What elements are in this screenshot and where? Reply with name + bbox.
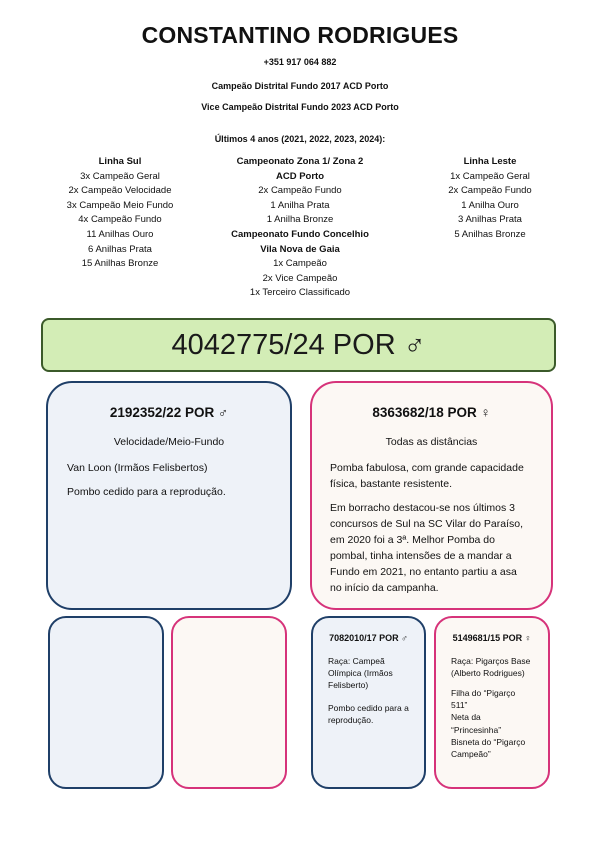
sire-card [46,381,292,610]
main-bird-ring: 4042775/24 POR [171,328,396,361]
title-distrital-2017: Campeão Distrital Fundo 2017 ACD Porto [211,81,389,91]
zona-heading: Campeonato Zona 1/ Zona 2 [236,156,364,167]
grand-dam-2-line: “Princesinha” [451,724,502,735]
male-icon: ♂ [401,633,408,643]
grand-sire-2-card [311,616,426,789]
grand-dam-2-line: Raça: Pigarços Base [451,656,531,666]
linha-sul-item: 11 Anilhas Ouro [86,228,154,240]
dam-description-line: Pomba fabulosa, com grande capacidade [330,462,524,474]
sire-note: Pombo cedido para a reprodução. [67,486,226,498]
sire-lineage: Van Loon (Irmãos Felisbertos) [67,462,208,474]
grand-sire-2-breed [328,655,393,692]
sire-ring-line [48,405,290,420]
linha-leste-item: 3 Anilhas Prata [458,214,522,226]
grand-dam-2-line: Campeão” [451,749,491,760]
female-icon: ♀ [524,633,532,643]
linha-leste-item: 2x Campeão Fundo [448,185,532,197]
grand-dam-2-line: Filha do “Pigarço [451,688,516,698]
linha-sul-heading: Linha Sul [98,156,142,167]
grand-sire-2-line: Olímpica (Irmãos [328,668,393,679]
sire-type: Velocidade/Meio-Fundo [113,436,225,448]
dam-history-line: Fundo em 2021, no entanto partiu a asa [330,566,517,578]
grand-dam-2-ring: 5149681/15 POR [452,633,523,643]
zona-subheading: ACD Porto [275,170,325,182]
dam-description-line: física, bastante resistente. [330,478,452,490]
dam-ring-line [312,405,551,420]
female-icon: ♀ [480,405,491,420]
zona-column [210,155,390,301]
concelhio-item: 2x Vice Campeão [262,272,338,284]
linha-sul-item: 15 Anilhas Bronze [81,258,159,270]
dam-history-line: Em borracho destacou-se nos últimos 3 [330,502,516,514]
concelhio-subheading: Vila Nova de Gaia [260,243,340,255]
concelhio-heading: Campeonato Fundo Concelhio [231,228,369,240]
linha-sul-item: 3x Campeão Geral [80,170,160,182]
linha-leste-item: 1 Anilha Ouro [461,199,519,211]
linha-sul-item: 6 Anilhas Prata [88,243,152,255]
grand-dam-2-card [434,616,550,789]
grand-sire-2-line: reprodução. [328,715,374,726]
linha-sul-item: 3x Campeão Meio Fundo [66,199,174,211]
grand-dam-2-line: Bisneta do “Pigarço [451,736,526,747]
dam-card [310,381,553,610]
dam-history-line: no início da campanha. [330,582,439,594]
owner-name: CONSTANTINO RODRIGUES [141,22,459,48]
grand-sire-2-ring-line [313,633,424,643]
zona-item: 2x Campeão Fundo [258,185,342,197]
dam-description [330,460,524,492]
linha-leste-item: 1x Campeão Geral [450,170,530,182]
grand-sire-2-line: Felisberto) [328,680,369,691]
title-vice-distrital-2023: Vice Campeão Distrital Fundo 2023 ACD Porto [201,102,399,112]
male-icon: ♂ [403,328,426,361]
linha-sul-item: 2x Campeão Velocidade [68,185,172,197]
grand-dam-2-breed [451,655,530,679]
male-icon: ♂ [217,405,229,420]
dam-type: Todas as distâncias [385,436,478,448]
linha-leste-item: 5 Anilhas Bronze [454,228,526,240]
grand-dam-2-ring-line [436,633,548,643]
dam-history [330,500,523,596]
grand-sire-2-ring: 7082010/17 POR [329,633,399,643]
concelhio-item: 1x Terceiro Classificado [249,287,351,299]
zona-item: 1 Anilha Bronze [266,214,334,226]
zona-item: 1 Anilha Prata [270,199,330,211]
owner-phone: +351 917 064 882 [263,57,337,67]
grand-sire-2-note [328,702,409,726]
dam-history-line: pombal, tinha intensões de a mandar a [330,550,512,562]
grand-dam-2-line: 511” [451,700,468,711]
grand-dam-2-pedigree [451,687,525,760]
grand-dam-2-line: Neta da [451,712,481,723]
grand-sire-2-line: Pombo cedido para a [328,703,409,713]
dam-ring: 8363682/18 POR [372,405,477,420]
linha-leste-heading: Linha Leste [463,156,517,167]
grand-sire-2-line: Raça: Campeã [328,656,385,666]
dam-history-line: concursos de Sul na SC Vilar do Paraíso, [330,518,523,530]
grand-sire-1-card [48,616,164,789]
grand-dam-2-line: (Alberto Rodrigues) [451,668,525,679]
linha-sul-item: 4x Campeão Fundo [78,214,162,226]
grand-dam-1-card [171,616,287,789]
linha-leste-column [400,155,580,243]
last-years-heading: Últimos 4 anos (2021, 2022, 2023, 2024): [214,134,386,144]
dam-history-line: em 2020 foi a 3ª. Melhor Pomba do [330,534,495,546]
sire-ring: 2192352/22 POR [109,405,215,420]
linha-sul-column [30,155,210,272]
concelhio-item: 1x Campeão [273,258,327,270]
main-bird-banner [41,318,556,372]
